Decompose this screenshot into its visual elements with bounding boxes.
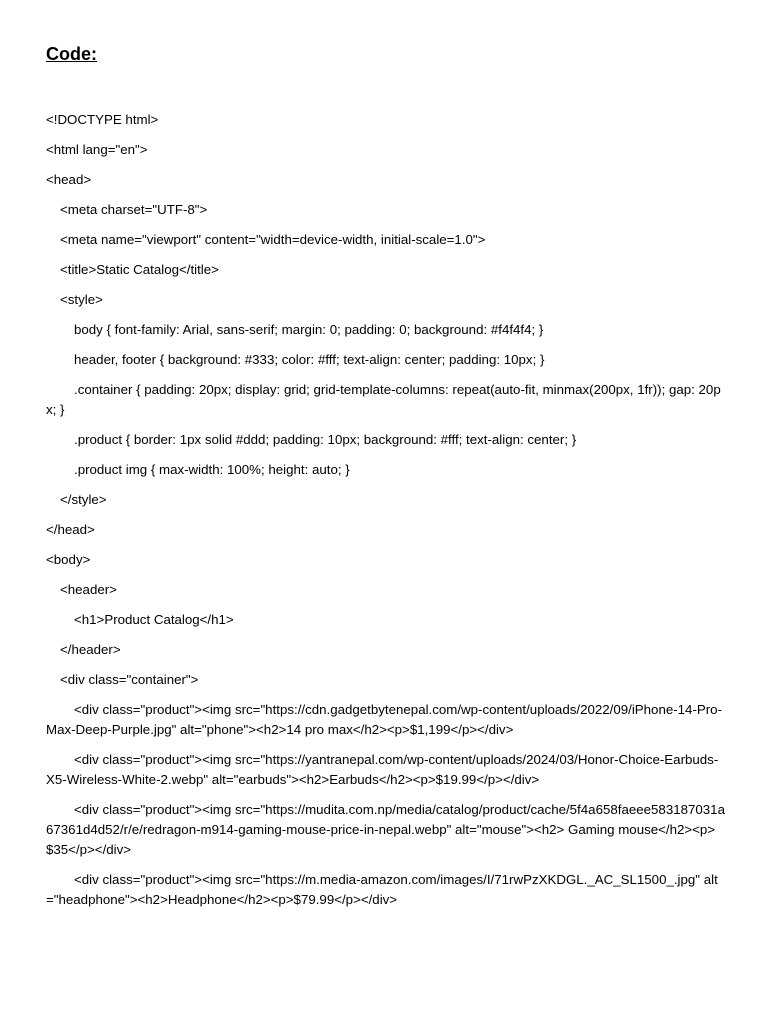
code-line: body { font-family: Arial, sans-serif; margin: 0; padding: 0; background: #f4f4f4; } (74, 322, 544, 337)
code-line: <div class="container"> (60, 672, 199, 687)
code-line: </head> (46, 522, 95, 537)
code-listing (46, 110, 726, 920)
code-line: <header> (60, 582, 117, 597)
code-line: <title>Static Catalog</title> (60, 262, 219, 277)
code-line: <div class="product"><img src="https://m.media-amazon.com/images/I/71rwPzXKDGL._AC_SL1500_.jpg" alt="headphone"><h2>Headphone</h2><p>$79.99</p></div> (46, 872, 718, 907)
code-line: <div class="product"><img src="https://yantranepal.com/wp-content/uploads/2024/03/Honor-Choice-Earbuds-X5-Wireless-White-2.webp" alt="earbuds"><h2>Earbuds</h2><p>$19.99</p></div> (46, 752, 719, 787)
code-line: <style> (60, 292, 103, 307)
code-line: .container { padding: 20px; display: grid; grid-template-columns: repeat(auto-fit, minmax(200px, 1fr)); gap: 20px; } (46, 382, 721, 417)
code-heading: Code: (46, 44, 97, 64)
code-line: </style> (60, 492, 107, 507)
code-line: <div class="product"><img src="https://mudita.com.np/media/catalog/product/cache/5f4a658faeee583187031a67361d4d52/r/e/redragon-m914-gaming-mouse-price-in-nepal.webp" alt="mouse"><h2> Gaming mouse</h2><p>$35</p></div> (46, 802, 725, 857)
code-line: <meta name="viewport" content="width=device-width, initial-scale=1.0"> (60, 232, 486, 247)
code-line: <html lang="en"> (46, 142, 148, 157)
code-line: <head> (46, 172, 92, 187)
code-line: <meta charset="UTF-8"> (60, 202, 208, 217)
code-line: <!DOCTYPE html> (46, 112, 159, 127)
code-line: <body> (46, 552, 91, 567)
code-line: </header> (60, 642, 121, 657)
code-line: header, footer { background: #333; color: #fff; text-align: center; padding: 10px; } (74, 352, 545, 367)
code-line: <div class="product"><img src="https://cdn.gadgetbytenepal.com/wp-content/uploads/2022/09/iPhone-14-Pro-Max-Deep-Purple.jpg" alt="phone"><h2>14 pro max</h2><p>$1,199</p></div> (46, 702, 722, 737)
code-line: .product img { max-width: 100%; height: auto; } (74, 462, 350, 477)
code-line: .product { border: 1px solid #ddd; padding: 10px; background: #fff; text-align: center; } (74, 432, 577, 447)
code-line: <h1>Product Catalog</h1> (74, 612, 234, 627)
